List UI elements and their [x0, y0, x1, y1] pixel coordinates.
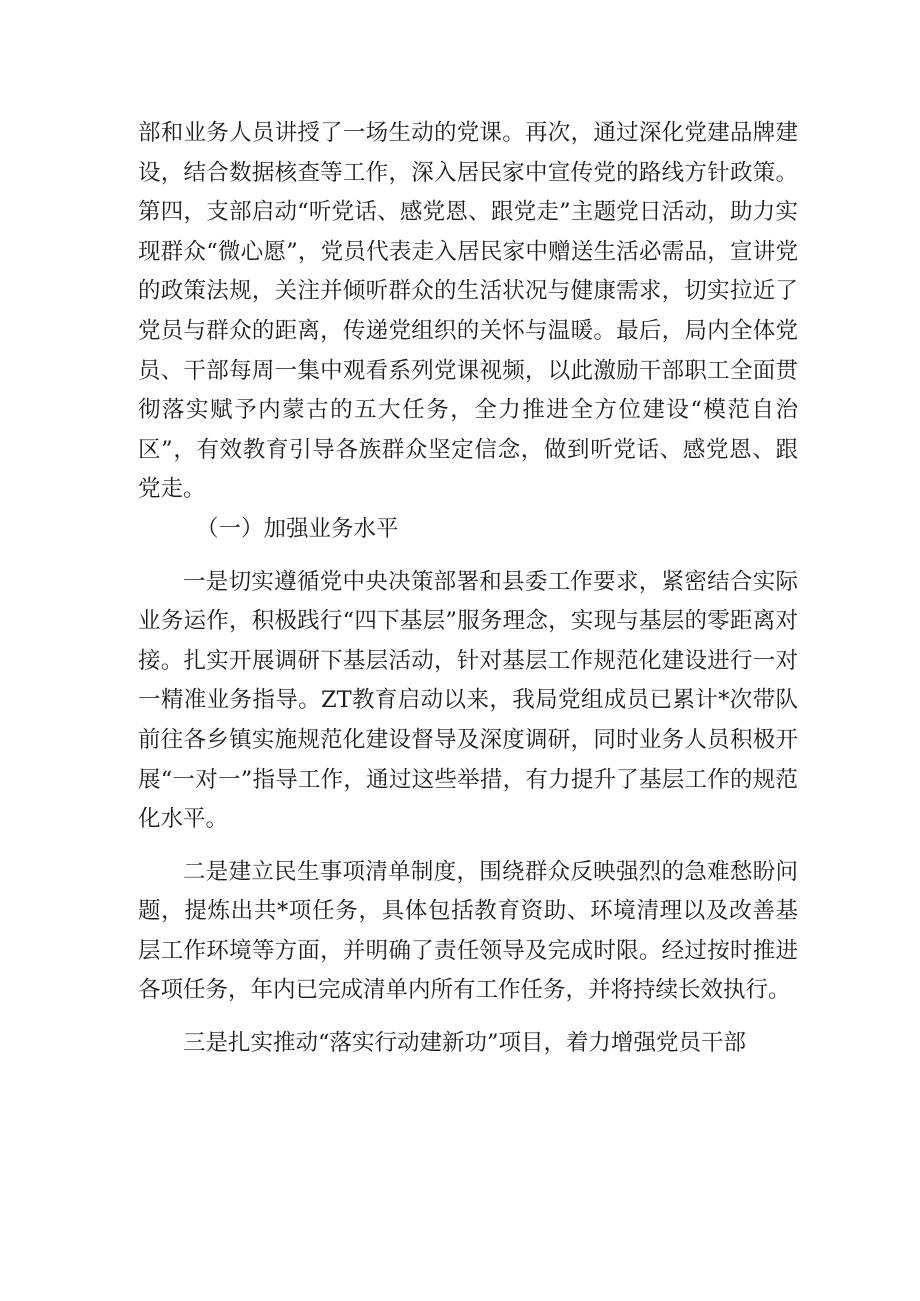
section-heading: （一）加强业务水平	[196, 515, 399, 542]
body-paragraph-continued: 部和业务人员讲授了一场生动的党课。再次，通过深化党建品牌建设，结合数据核查等工作，深入居民家中宣传党的路线方针政策。第四，支部启动“听党话、感党恩、跟党走”主题党日活动，助力实现群众“微心愿”，党员代表走入居民家中赠送生活必需品，宣讲党的政策法规，关注并倾听群众的生活状况与健康需求，切实拉近了党员与群众的距离，传递党组织的关怀与温暖。最后，局内全体党员、干部每周一集中观看系列党课视频，以此激励干部职工全面贯彻落实赋予内蒙古的五大任务，全力推进全方位建设“模范自治区”，有效教育引导各族群众坚定信念，做到听党话、感党恩、跟党走。	[138, 120, 798, 503]
body-paragraph-item-3: 三是扎实推动“落实行动建新功”项目，着力增强党员干部	[183, 1030, 747, 1057]
body-paragraph-item-1: 一是切实遵循党中央决策部署和县委工作要求，紧密结合实际业务运作，积极践行“四下基层”服务理念，实现与基层的零距离对接。扎实开展调研下基层活动，针对基层工作规范化建设进行一对一精准业务指导。ZT教育启动以来，我局党组成员已累计*次带队前往各乡镇实施规范化建设督导及深度调研，同时业务人员积极开展“一对一”指导工作，通过这些举措，有力提升了基层工作的规范化水平。	[138, 568, 798, 833]
body-paragraph-item-2: 二是建立民生事项清单制度，围绕群众反映强烈的急难愁盼问题，提炼出共*项任务，具体包括教育资助、环境清理以及改善基层工作环境等方面，并明确了责任领导及完成时限。经过按时推进各项任务，年内已完成清单内所有工作任务，并将持续长效执行。	[138, 858, 798, 1004]
document-body	[138, 114, 798, 1064]
